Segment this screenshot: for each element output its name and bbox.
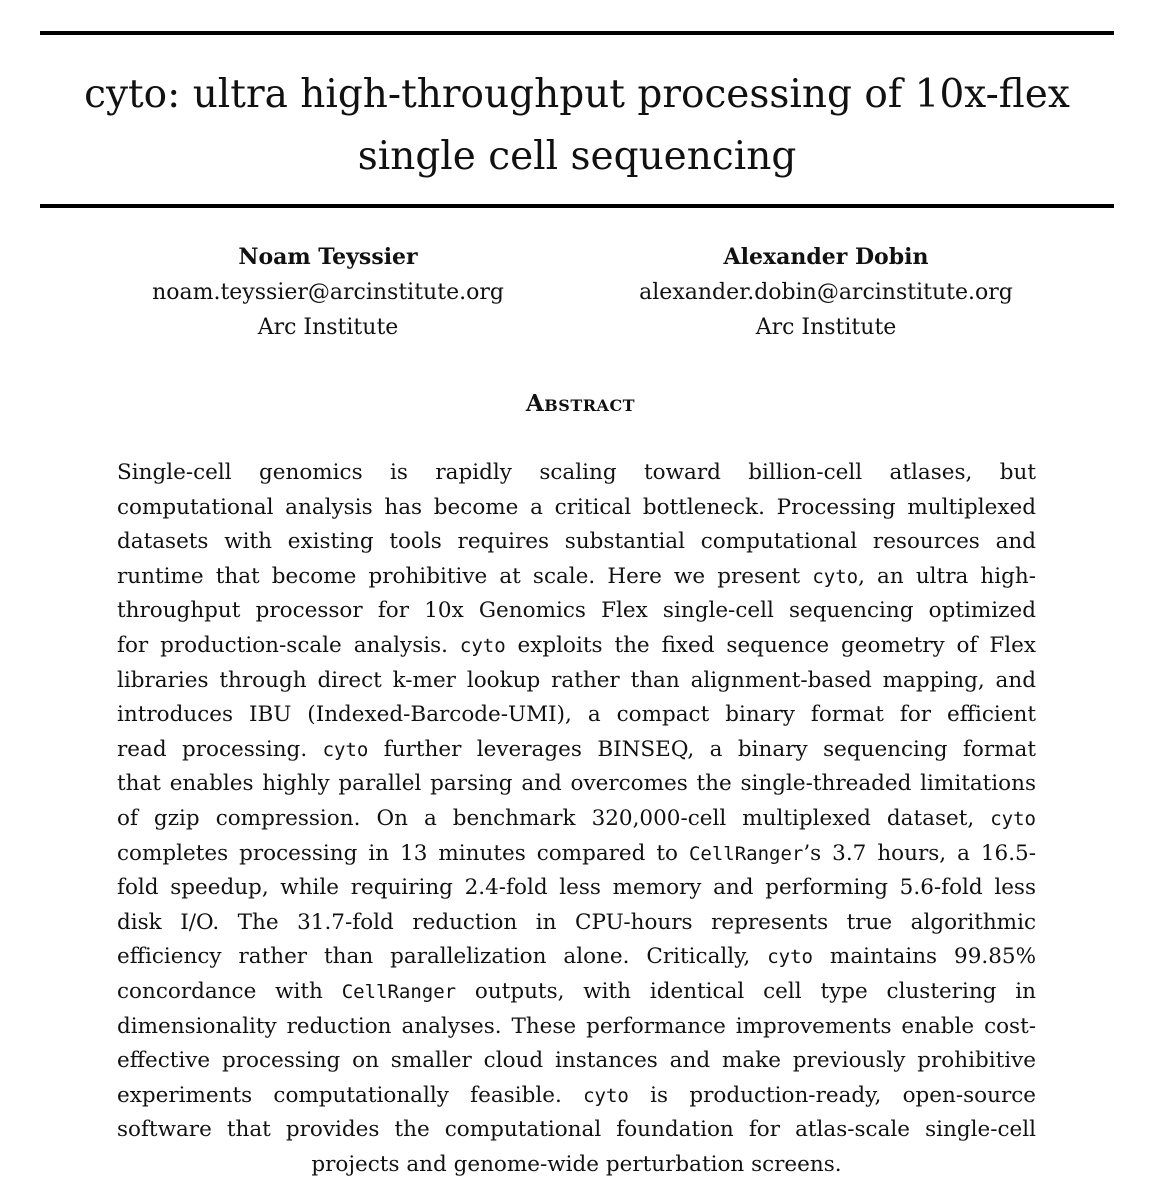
abstract-line: [117, 560, 1036, 595]
inline-code: cyto: [812, 565, 859, 588]
abstract-text: concordance with: [117, 978, 342, 1004]
author-name: Noam Teyssier: [238, 244, 418, 270]
abstract-text: further leverages BINSEQ, a binary sequencing format: [368, 736, 1036, 762]
abstract-text: experiments computationally feasible.: [117, 1082, 584, 1108]
abstract-line: [117, 975, 1036, 1010]
abstract-line: [117, 767, 1036, 802]
inline-code: cyto: [583, 1084, 629, 1107]
abstract-line: [117, 664, 1036, 699]
abstract-line: [117, 906, 1036, 941]
abstract-text: of gzip compression. On a benchmark 320,000-cell multiplexed dataset,: [117, 805, 991, 831]
abstract-text: projects and genome-wide perturbation screens.: [311, 1151, 842, 1177]
inline-code: cyto: [767, 946, 813, 969]
abstract-text: outputs, with identical cell type clustering in: [456, 978, 1036, 1004]
abstract-line: [117, 837, 1036, 872]
abstract-text: runtime that become prohibitive at scale. Here we present: [117, 563, 813, 589]
abstract-text: exploits the fixed sequence geometry of Flex: [505, 632, 1036, 658]
author-2: [591, 240, 1061, 345]
abstract-line: [117, 629, 1036, 664]
abstract-line: [117, 456, 1036, 491]
author-email: noam.teyssier@arcinstitute.org: [152, 280, 504, 305]
abstract-line: [117, 733, 1036, 768]
abstract-text: fold speedup, while requiring 2.4-fold less memory and performing 5.6-fold less: [117, 875, 1036, 901]
inline-code: cyto: [990, 807, 1036, 830]
title-line-2: single cell sequencing: [357, 134, 797, 179]
abstract-line: [117, 940, 1036, 975]
abstract-line: [117, 1113, 1036, 1148]
abstract-body: [117, 456, 1036, 1182]
abstract-line: [117, 802, 1036, 837]
abstract-line: [117, 871, 1036, 906]
inline-code: cyto: [459, 634, 506, 657]
inline-code: CellRanger: [688, 842, 804, 865]
abstract-text: throughput processor for 10x Genomics Flex single-cell sequencing optimized: [117, 598, 1036, 624]
paper-title: [40, 64, 1114, 188]
abstract-text: datasets with existing tools requires substantial computational resources and: [117, 529, 1036, 555]
title-line-1: cyto: ultra high-throughput processing of 10x-flex: [84, 72, 1070, 117]
abstract-line: [117, 1079, 1036, 1114]
author-affiliation: Arc Institute: [257, 315, 399, 340]
author-email: alexander.dobin@arcinstitute.org: [639, 280, 1013, 305]
abstract-text: disk I/O. The 31.7-fold reduction in CPU-hours represents true algorithmic: [117, 909, 1036, 935]
abstract-text: libraries through direct k-mer lookup rather than alignment-based mapping, and: [117, 667, 1036, 693]
title-rule-bottom: [40, 204, 1114, 208]
abstract-text: that enables highly parallel parsing and overcomes the single-threaded limitations: [117, 771, 1036, 797]
abstract-line: [117, 698, 1036, 733]
abstract-text: software that provides the computational foundation for atlas-scale single-cell: [117, 1117, 1036, 1143]
abstract-text: computational analysis has become a critical bottleneck. Processing multiplexed: [117, 494, 1036, 520]
abstract-text: ’s 3.7 hours, a 16.5-: [803, 840, 1036, 866]
abstract-text: , an ultra high-: [858, 563, 1036, 589]
abstract-text: introduces IBU (Indexed-Barcode-UMI), a compact binary format for efficient: [117, 702, 1036, 728]
abstract-text: completes processing in 13 minutes compared to: [117, 840, 689, 866]
title-rule-top: [40, 31, 1114, 35]
author-name: Alexander Dobin: [723, 244, 929, 270]
author-affiliation: Arc Institute: [755, 315, 897, 340]
abstract-text: is production-ready, open-source: [628, 1082, 1036, 1108]
abstract-text: efficiency rather than parallelization alone. Critically,: [117, 944, 768, 970]
abstract-line: [117, 491, 1036, 526]
abstract-line: [117, 594, 1036, 629]
author-1: [93, 240, 563, 345]
abstract-text: effective processing on smaller cloud instances and make previously prohibitive: [117, 1048, 1036, 1074]
abstract-line: [117, 1044, 1036, 1079]
abstract-line: [117, 1148, 1036, 1183]
abstract-text: for production-scale analysis.: [117, 632, 460, 658]
abstract-text: Single-cell genomics is rapidly scaling toward billion-cell atlases, but: [117, 460, 1036, 485]
abstract-line: [117, 525, 1036, 560]
inline-code: CellRanger: [341, 980, 457, 1003]
abstract-text: dimensionality reduction analyses. These performance improvements enable cost-: [117, 1013, 1036, 1039]
abstract-text: read processing.: [117, 736, 323, 762]
abstract-text: maintains 99.85%: [812, 944, 1036, 970]
abstract-heading: Abstract: [525, 390, 636, 417]
inline-code: cyto: [322, 738, 369, 761]
abstract-line: [117, 1010, 1036, 1045]
